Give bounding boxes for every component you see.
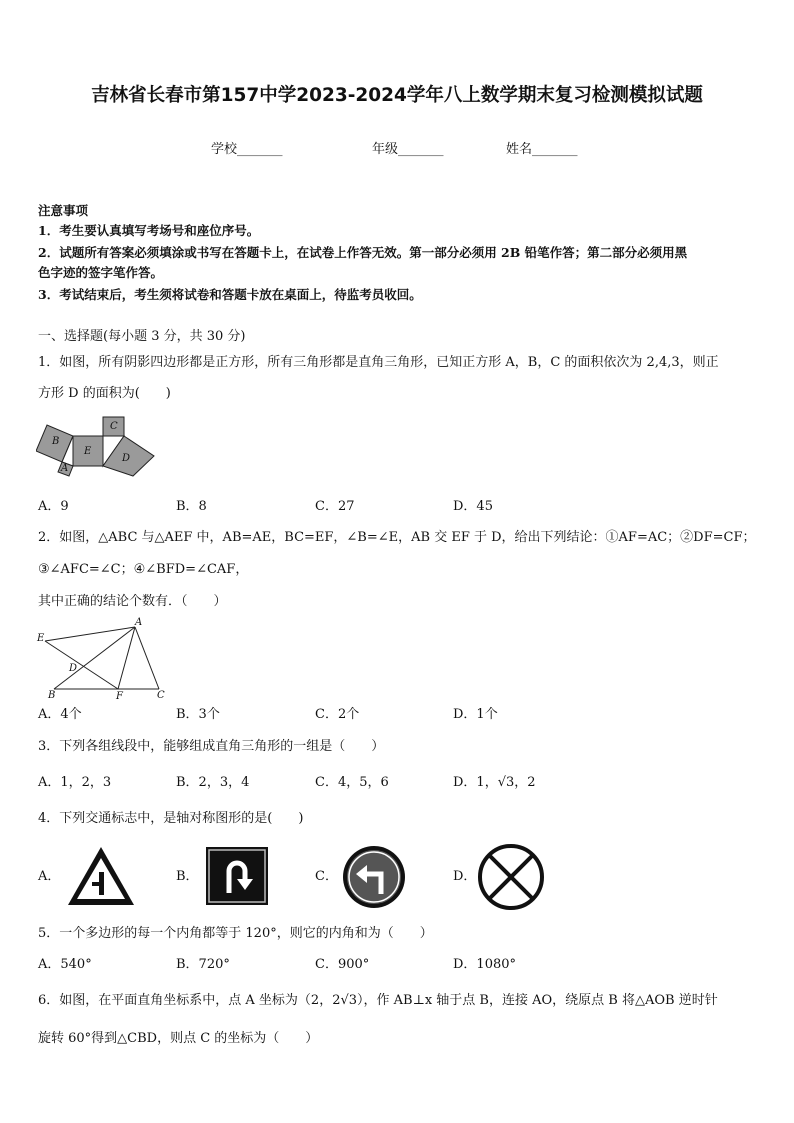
q5-option-a: A．540° xyxy=(38,957,92,972)
q1-line2: 方形 D 的面积为( ) xyxy=(38,386,171,401)
q2-option-d: D．1个 xyxy=(453,707,498,722)
q1-option-d: D．45 xyxy=(453,499,493,514)
no-parking-cross-sign-icon xyxy=(477,843,545,911)
note-2-line1: 2．试题所有答案必须填涂或书写在答题卡上，在试卷上作答无效。第一部分必须用 2B 铅笔作答；第二部分必须用黑 xyxy=(38,245,688,260)
label-d: D xyxy=(69,663,78,674)
q5-option-d: D．1080° xyxy=(453,957,517,972)
q4-line1: 4．下列交通标志中，是轴对称图形的是( ) xyxy=(38,811,304,826)
q3-option-d: D．1，√3，2 xyxy=(453,775,536,790)
label-f: F xyxy=(116,691,123,702)
u-turn-sign-icon xyxy=(206,847,268,905)
q3-option-c: C．4，5，6 xyxy=(315,775,389,790)
q1-option-b: B．8 xyxy=(176,499,207,514)
q6-line1: 6．如图，在平面直角坐标系中，点 A 坐标为（2，2√3），作 AB⊥x 轴于点 B，连接 AO，绕原点 B 将△AOB 逆时针 xyxy=(38,993,718,1008)
q2-option-b: B．3个 xyxy=(176,707,220,722)
q3-line1: 3．下列各组线段中，能够组成直角三角形的一组是（ ） xyxy=(38,739,385,754)
section-heading: 一、选择题(每小题 3 分，共 30 分) xyxy=(38,329,246,344)
q2-triangle-figure xyxy=(34,614,170,702)
q2-line3: 其中正确的结论个数有．（ ） xyxy=(38,594,227,609)
grade-field: 年级_______ xyxy=(372,142,444,157)
notes-heading: 注意事项 xyxy=(38,203,89,218)
label-b: B xyxy=(52,436,60,447)
q5-line1: 5．一个多边形的每一个内角都等于 120°，则它的内角和为（ ） xyxy=(38,926,433,941)
q3-option-a: A．1，2，3 xyxy=(38,775,112,790)
q2-option-c: C．2个 xyxy=(315,707,360,722)
q6-line2: 旋转 60°得到△CBD，则点 C 的坐标为（ ） xyxy=(38,1031,319,1046)
name-field: 姓名_______ xyxy=(506,142,578,157)
school-field: 学校_______ xyxy=(211,142,283,157)
label-c: C xyxy=(110,421,118,432)
q4-option-c: C． xyxy=(315,869,338,884)
label-b: B xyxy=(48,690,56,701)
q1-squares-figure xyxy=(36,414,158,478)
note-2-line2: 色字迹的签字笔作答。 xyxy=(38,265,164,280)
label-e: E xyxy=(37,633,45,644)
q1-option-a: A．9 xyxy=(38,499,69,514)
label-c: C xyxy=(157,690,165,701)
note-1: 1．考生要认真填写考场号和座位序号。 xyxy=(38,223,260,238)
q4-option-d: D． xyxy=(453,869,477,884)
q2-line2: ③∠AFC=∠C；④∠BFD=∠CAF， xyxy=(38,562,249,577)
q2-line1: 2．如图，△ABC 与△AEF 中，AB=AE，BC=EF，∠B=∠E，AB 交 EF 于 D，给出下列结论：①AF=AC；②DF=CF； xyxy=(38,530,756,545)
q1-line1: 1．如图，所有阴影四边形都是正方形，所有三角形都是直角三角形，已知正方形 A，B，C 的面积依次为 2,4,3，则正 xyxy=(38,355,719,370)
page-title: 吉林省长春市第157中学2023-2024学年八上数学期末复习检测模拟试题 xyxy=(91,85,703,106)
q4-option-a: A． xyxy=(38,869,61,884)
q4-option-b: B． xyxy=(176,869,199,884)
q5-option-b: B．720° xyxy=(176,957,230,972)
q5-option-c: C．900° xyxy=(315,957,370,972)
left-turn-sign-icon xyxy=(341,844,407,910)
q1-option-c: C．27 xyxy=(315,499,355,514)
label-a: A xyxy=(135,617,143,628)
q2-option-a: A．4个 xyxy=(38,707,82,722)
label-d: D xyxy=(122,453,131,464)
note-3: 3．考试结束后，考生须将试卷和答题卡放在桌面上，待监考员收回。 xyxy=(38,287,422,302)
yield-junction-sign-icon xyxy=(66,845,136,907)
q3-option-b: B．2，3，4 xyxy=(176,775,250,790)
label-e: E xyxy=(84,446,92,457)
label-a: A xyxy=(61,463,69,474)
